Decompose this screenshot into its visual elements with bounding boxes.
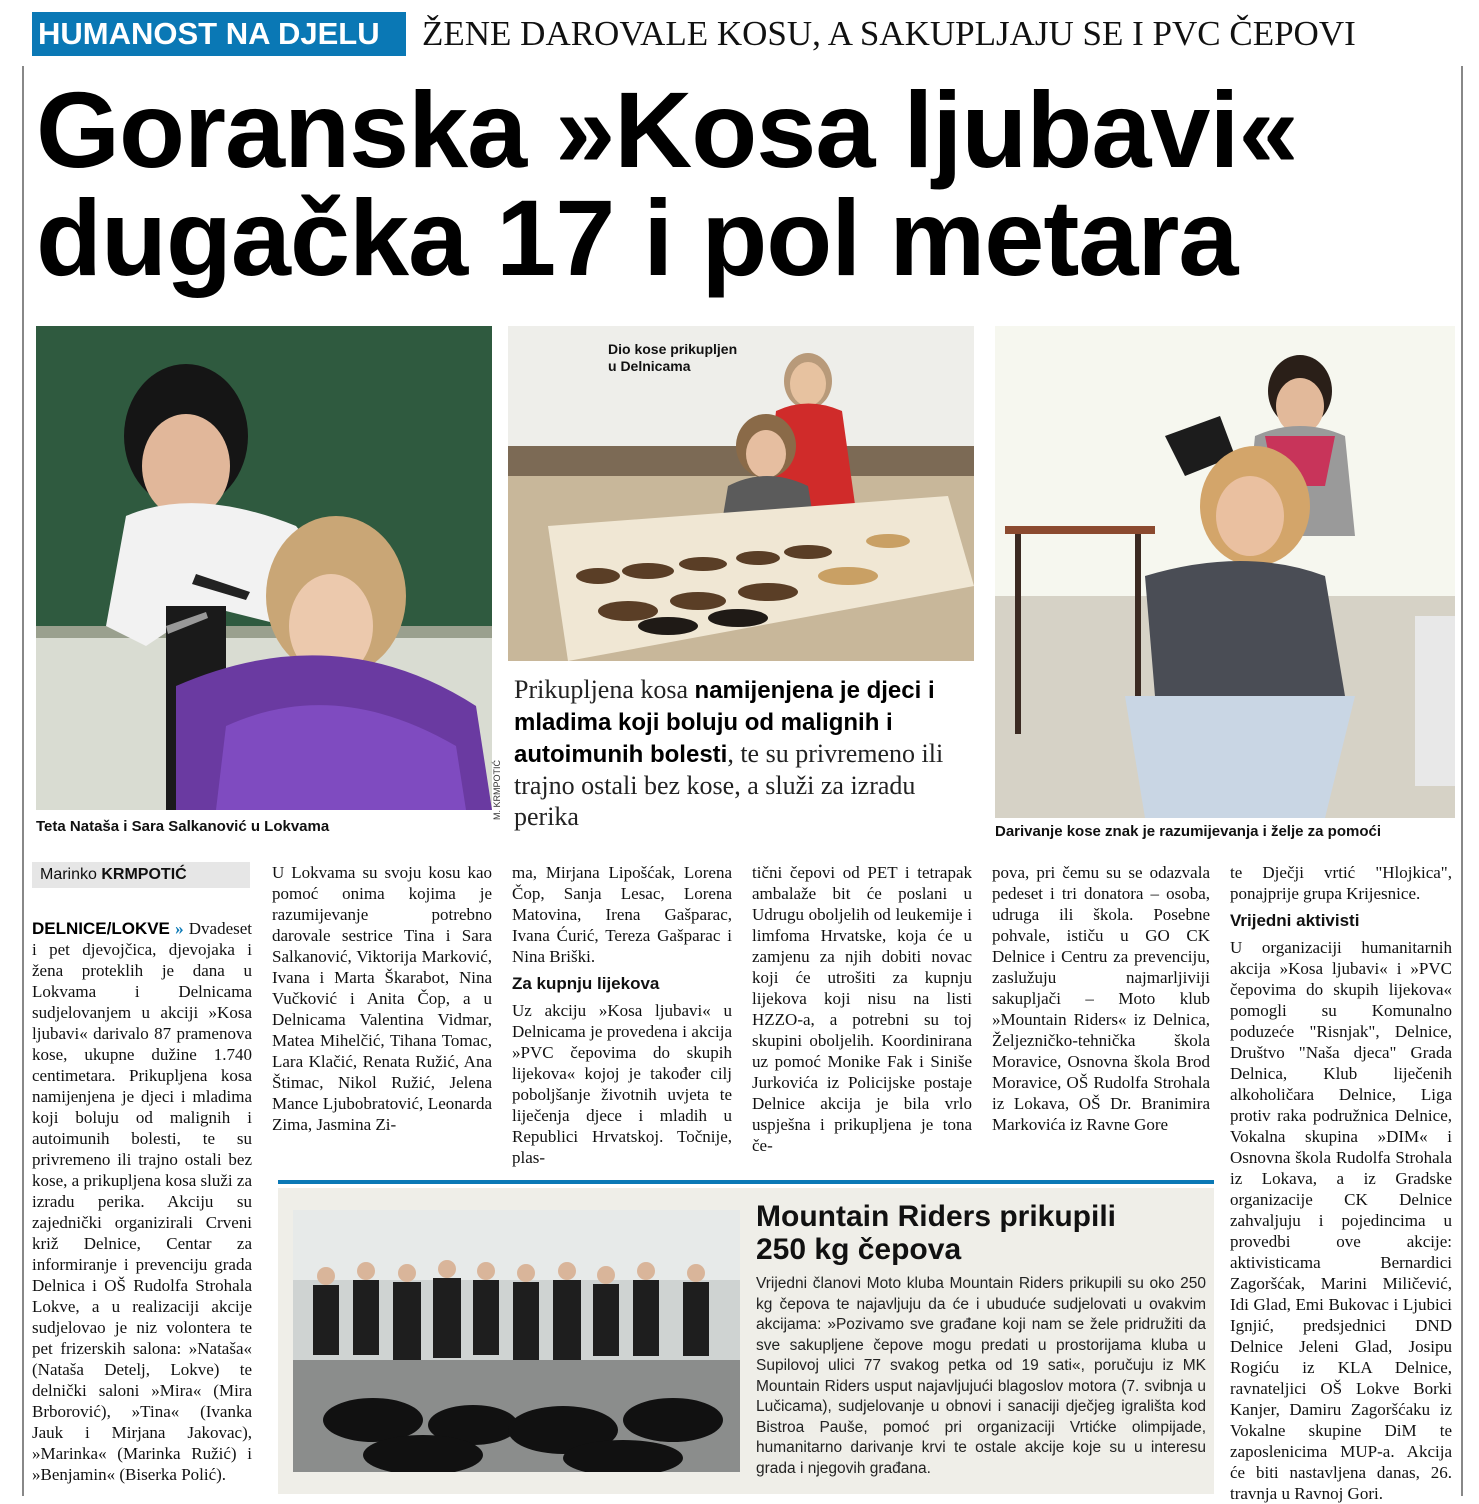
photo-hair-drying-illustration — [995, 326, 1455, 818]
dateline-arrows: » — [175, 919, 184, 938]
headline-line-1: Goranska »Kosa ljubavi« — [36, 69, 1298, 190]
headline-line-2: dugačka 17 i pol metara — [36, 177, 1238, 298]
photo-hair-table-illustration — [508, 326, 974, 661]
frame-left-rule — [22, 66, 24, 1496]
author-byline — [32, 862, 250, 888]
author-first-name: Marinko — [40, 866, 102, 883]
article-column-2 — [272, 862, 492, 1135]
photo-haircut — [36, 326, 492, 810]
headline — [36, 69, 1456, 298]
photo-haircut-illustration — [36, 326, 492, 810]
column-3-text-b: Uz akciju »Kosa ljubavi« u Delnicama je provedena i akcija »PVC čepovima do skupih lijekova« kojoj je također cilj poboljšanje životnih uvjeta te liječenja djece i mladih u Republici Hrvatskoj. Točnije, plas- — [512, 1001, 732, 1167]
sidebar-top-rule — [278, 1180, 1214, 1184]
photo-label-middle — [608, 341, 808, 375]
dateline: DELNICE/LOKVE — [32, 919, 170, 938]
pull-quote-part-1: Prikupljena kosa — [514, 675, 695, 704]
column-4-text: tični čepovi od PET i tetrapak ambalaže bit će poslani u Udrugu oboljelih od leukemije i limfoma Hrvatske, koja će u zamjenu za njih dobiti novac koji će utrošiti za kupnju lijekova koji nisu na listi HZZO-a, a potrebni su toj skupini oboljelih. Koordinirana uz pomoć Monike Fak i Siniše Jurkovića iz Policijske postaje Delnice akcija je bila vrlo uspješna i prikupljena je tona če- — [752, 863, 972, 1155]
overline: ŽENE DAROVALE KOSU, A SAKUPLJAJU SE I PVC ČEPOVI — [422, 14, 1356, 53]
photo-hair-drying — [995, 326, 1455, 818]
article-column-1 — [32, 918, 252, 1485]
pull-quote-part-2: , te su privremeno ili trajno ostali bez kose, a služi za izradu perika — [514, 739, 944, 831]
subheading-vrijedni-aktivisti: Vrijedni aktivisti — [1230, 911, 1360, 930]
sidebar-text: Vrijedni članovi Moto kluba Mountain Riders prikupili su oko 250 kg čepova te najavljuju da će i ubuduće sudjelovati u ovakvim akcijama: »Pozivamo sve građane koji nam se žele pridružiti da sve sakupljene čepove mogu predati u prostorijama kluba u Supilovoj ulici 77 svakog petka od 19 sati«, poručuju iz MK Mountain Riders usput najavljujući blagoslov motora (7. svibnja u Lučicama), sudjelovanje u obnovi i sanaciji dječjeg igrališta kod Bistroa Pauše, pomoć pri organizaciji Vrtićke olimpijade, humanitarno darivanje krvi te ostale akcije koje su u interesu grada i njegovih građana. — [756, 1275, 1206, 1477]
sidebar-title-line-1: Mountain Riders prikupili — [756, 1200, 1117, 1233]
column-6-text-a: te Dječji vrtić "Hlojkica", ponajprije grupa Krijesnice. — [1230, 863, 1452, 903]
author-last-name: KRMPOTIĆ — [101, 866, 187, 883]
pull-quote — [514, 674, 974, 832]
section-kicker: HUMANOST NA DJELU — [32, 12, 406, 56]
pull-quote-bold: namijenjena je djeci i mladima koji boluju od malignih i autoimunih bolesti — [514, 677, 935, 768]
sidebar-title — [756, 1200, 1206, 1266]
article-column-4 — [752, 862, 972, 1156]
photo-mountain-riders-illustration — [293, 1210, 740, 1472]
photo-caption-right: Darivanje kose znak je razumijevanja i želje za pomoći — [995, 823, 1382, 840]
photo-label-middle-line-1: Dio kose prikupljen — [608, 341, 738, 357]
article-column-5 — [992, 862, 1210, 1135]
photo-label-middle-line-2: u Delnicama — [608, 358, 691, 374]
photo-caption-left: Teta Nataša i Sara Salkanović u Lokvama — [36, 818, 330, 835]
column-5-text: pova, pri čemu su se odazvala pedeset i tri donatora – osoba, udruga ili škola. Posebne pohvale, ističu u GO CK Delnice i Centru za prevenciju, zaslužuju najmarljiviji sakupljači – Moto klub »Mountain Riders« iz Delnica, Željezničko-tehnička škola Moravice, Osnovna škola Brod Moravice, OŠ Rudolfa Strohala iz Lokava, OŠ Dr. Branimira Markovića iz Ravne Gore — [992, 863, 1210, 1134]
sidebar-title-line-2: 250 kg čepova — [756, 1233, 962, 1266]
column-1-text: Dvadeset i pet djevojčica, djevojaka i žena proteklih je dana u Lokvama i Delnicama sudjelovanjem u akciji »Kosa ljubavi« darivalo 87 pramenova kose, ukupne dužine 1.740 centimetara. Prikupljena kosa namijenjena je djeci i mladima koji boluju od malignih i autoimunih bolesti, te su privremeno ili trajno ostali bez kose, a prikupljena kosa služi za izradu perika. Akciju su zajednički organizirali Crveni križ Delnice, Centar za informiranje i prevenciju grada Delnica i OŠ Rudolfa Strohala Lokve, a u realizaciji akcije sudjelovao je niz volontera te pet frizerskih salona: »Nataša« (Nataša Detelj, Lokve) te delnički saloni »Mira« (Mira Brborović), »Tina« (Ivanka Jauk i Mirjana Jakovac), »Marinka« (Marinka Ružić) i »Benjamin« (Biserka Polić). — [32, 919, 253, 1484]
photo-credit: M. KRMPOTIĆ — [492, 760, 502, 820]
photo-mountain-riders — [293, 1210, 740, 1472]
article-column-3 — [512, 862, 732, 1168]
photo-hair-table — [508, 326, 974, 661]
column-3-text-a: ma, Mirjana Lipošćak, Lorena Čop, Sanja Lesac, Lorena Matovina, Irena Gašparac, Ivana Ćurić, Tereza Gašparac i Nina Briški. — [512, 863, 732, 966]
article-column-6 — [1230, 862, 1452, 1504]
column-2-text: U Lokvama su svoju kosu kao pomoć onima kojima je razumijevanje potrebno darovale sestrice Tina i Sara Salkanović, Viktorija Marković, Ivana i Marta Škarabot, Nina Vučković i Anita Čop, a u Delnicama Valentina Vidmar, Matea Mihelčić, Tihana Tomac, Lara Klačić, Renata Ružić, Ana Štimac, Nikol Ružić, Jelena Mance Ljubobratović, Leonarda Zima, Jasmina Zi- — [272, 863, 492, 1134]
subheading-za-kupnju-lijekova: Za kupnju lijekova — [512, 974, 660, 993]
frame-right-rule — [1461, 66, 1463, 1496]
column-6-text-b: U organizaciji humanitarnih akcija »Kosa ljubavi« i »PVC čepovima do skupih lijekova« pomogli su Komunalno poduzeće "Risnjak", Delnice, Društvo "Naša djeca" Grada Delnica, Klub liječenih alkoholičara Delnice, Liga protiv raka podružnica Delnice, Vokalna skupina »DIM« i Osnovna škola Rudolfa Strohala iz Lokava, a iz Gradske organizacije CK Delnice zahvaljuju i pojedincima u provedbi ove akcije: aktivisticama Bernardici Zagoršćak, Marini Miličević, Idi Glad, Emi Bukovac i Ljubici Ignjić, predsjednici DND Delnice Jeleni Glad, Josipu Rogiću iz KLA Delnice, ravnateljici OŠ Lokve Borki Kanjer, Damiru Zagoršćaku iz Vokalne skupine DiM te zaposlenicima MUP-a. Akcija će biti nastavljena danas, 26. travnja u Ravnoj Gori. — [1230, 938, 1452, 1503]
